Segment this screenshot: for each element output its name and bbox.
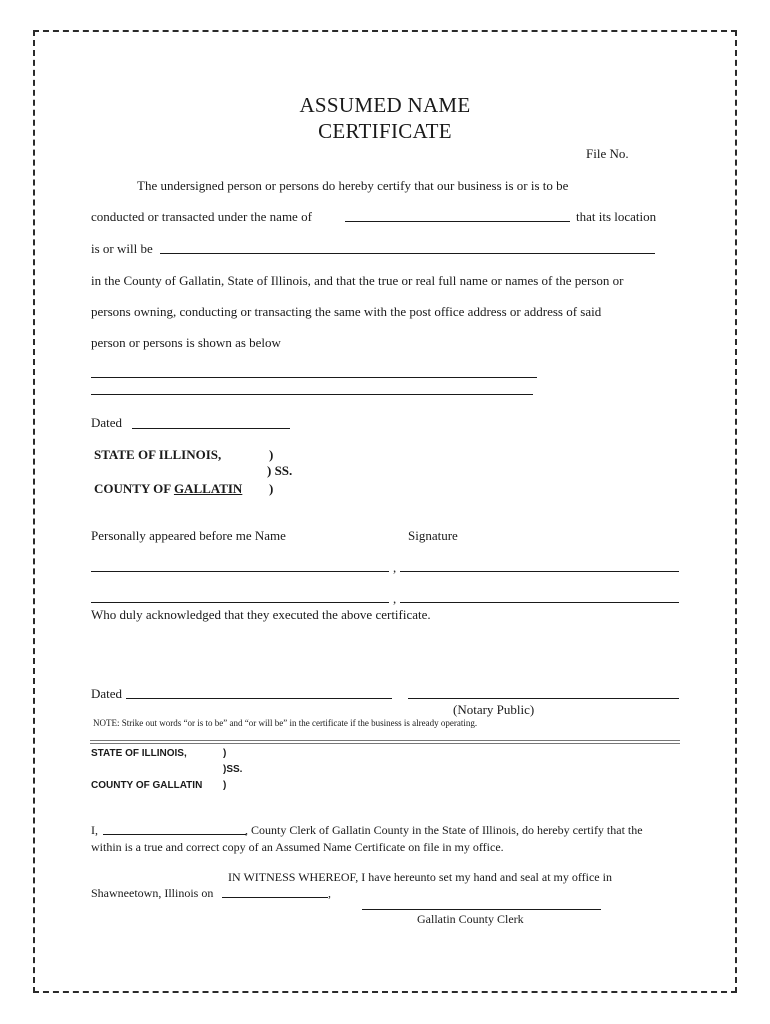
- venue-2-ss: )SS.: [223, 764, 243, 775]
- clerk-line-1: , County Clerk of Gallatin County in the State of Illinois, do hereby certify that the: [245, 823, 643, 837]
- city-line: Shawneetown, Illinois on: [91, 886, 214, 900]
- notary-signature-field[interactable]: [408, 698, 679, 699]
- clerk-signature-label: Gallatin County Clerk: [417, 912, 524, 926]
- venue-paren-1: ): [269, 447, 274, 462]
- venue-2-state-label: STATE OF ILLINOIS,: [91, 748, 187, 759]
- dated-field[interactable]: [132, 428, 290, 429]
- file-number-label: File No.: [586, 146, 629, 161]
- city-comma: ,: [328, 886, 331, 900]
- certify-line-6: person or persons is shown as below: [91, 335, 281, 350]
- venue-2-county-label: COUNTY OF GALLATIN: [91, 780, 203, 791]
- venue-county-prefix: COUNTY OF: [94, 481, 171, 496]
- title-line-2: CERTIFICATE: [318, 119, 452, 143]
- strike-out-note: NOTE: Strike out words “or is to be” and “or will be” in the certificate if the business is already operating.: [93, 718, 478, 728]
- acknowledged-text: Who duly acknowledged that they executed the above certificate.: [91, 607, 431, 622]
- clerk-signature-field[interactable]: [362, 909, 601, 910]
- owner-name-field-2[interactable]: [91, 394, 533, 395]
- witness-date-field[interactable]: [222, 897, 328, 898]
- title-line-1: ASSUMED NAME: [299, 93, 471, 117]
- dated-label: Dated: [91, 415, 123, 430]
- venue-county-label: [94, 481, 242, 497]
- signature-label: Signature: [408, 528, 458, 543]
- appeared-signature-field-2[interactable]: [400, 602, 679, 603]
- venue-2-paren-1: ): [223, 748, 227, 759]
- owner-name-field-1[interactable]: [91, 377, 537, 378]
- clerk-line-2: within is a true and correct copy of an Assumed Name Certificate on file in my office.: [91, 840, 504, 854]
- certify-line-1: The undersigned person or persons do hereby certify that our business is or is to be: [137, 178, 569, 193]
- certify-line-5: persons owning, conducting or transacting the same with the post office address or address of said: [91, 304, 602, 319]
- clerk-prefix: I,: [91, 823, 98, 837]
- appeared-name-field-2[interactable]: [91, 602, 389, 603]
- dated-2-field[interactable]: [126, 698, 392, 699]
- comma-1: ,: [393, 560, 397, 575]
- appeared-signature-field-1[interactable]: [400, 571, 679, 572]
- certify-line-3: is or will be: [91, 241, 153, 256]
- appeared-name-field-1[interactable]: [91, 571, 389, 572]
- business-name-field[interactable]: [345, 221, 570, 222]
- appeared-label: Personally appeared before me Name: [91, 528, 286, 543]
- certify-line-4: in the County of Gallatin, State of Illinois, and that the true or real full name or names of the person or: [91, 273, 624, 288]
- venue-2-paren-2: ): [223, 780, 227, 791]
- location-field[interactable]: [160, 253, 655, 254]
- certify-line-2: conducted or transacted under the name of: [91, 209, 312, 224]
- venue-paren-2: ): [269, 481, 274, 496]
- venue-county-name: GALLATIN: [173, 481, 243, 496]
- venue-state-label: STATE OF ILLINOIS,: [94, 447, 222, 462]
- venue-ss: ) SS.: [267, 463, 293, 478]
- witness-line: IN WITNESS WHEREOF, I have hereunto set my hand and seal at my office in: [228, 870, 612, 884]
- dated-2-label: Dated: [91, 686, 123, 701]
- clerk-name-field[interactable]: [103, 834, 246, 835]
- section-divider: [90, 740, 680, 744]
- comma-2: ,: [393, 591, 397, 606]
- certify-line-2-end: that its location: [576, 209, 657, 224]
- notary-label: (Notary Public): [453, 702, 535, 717]
